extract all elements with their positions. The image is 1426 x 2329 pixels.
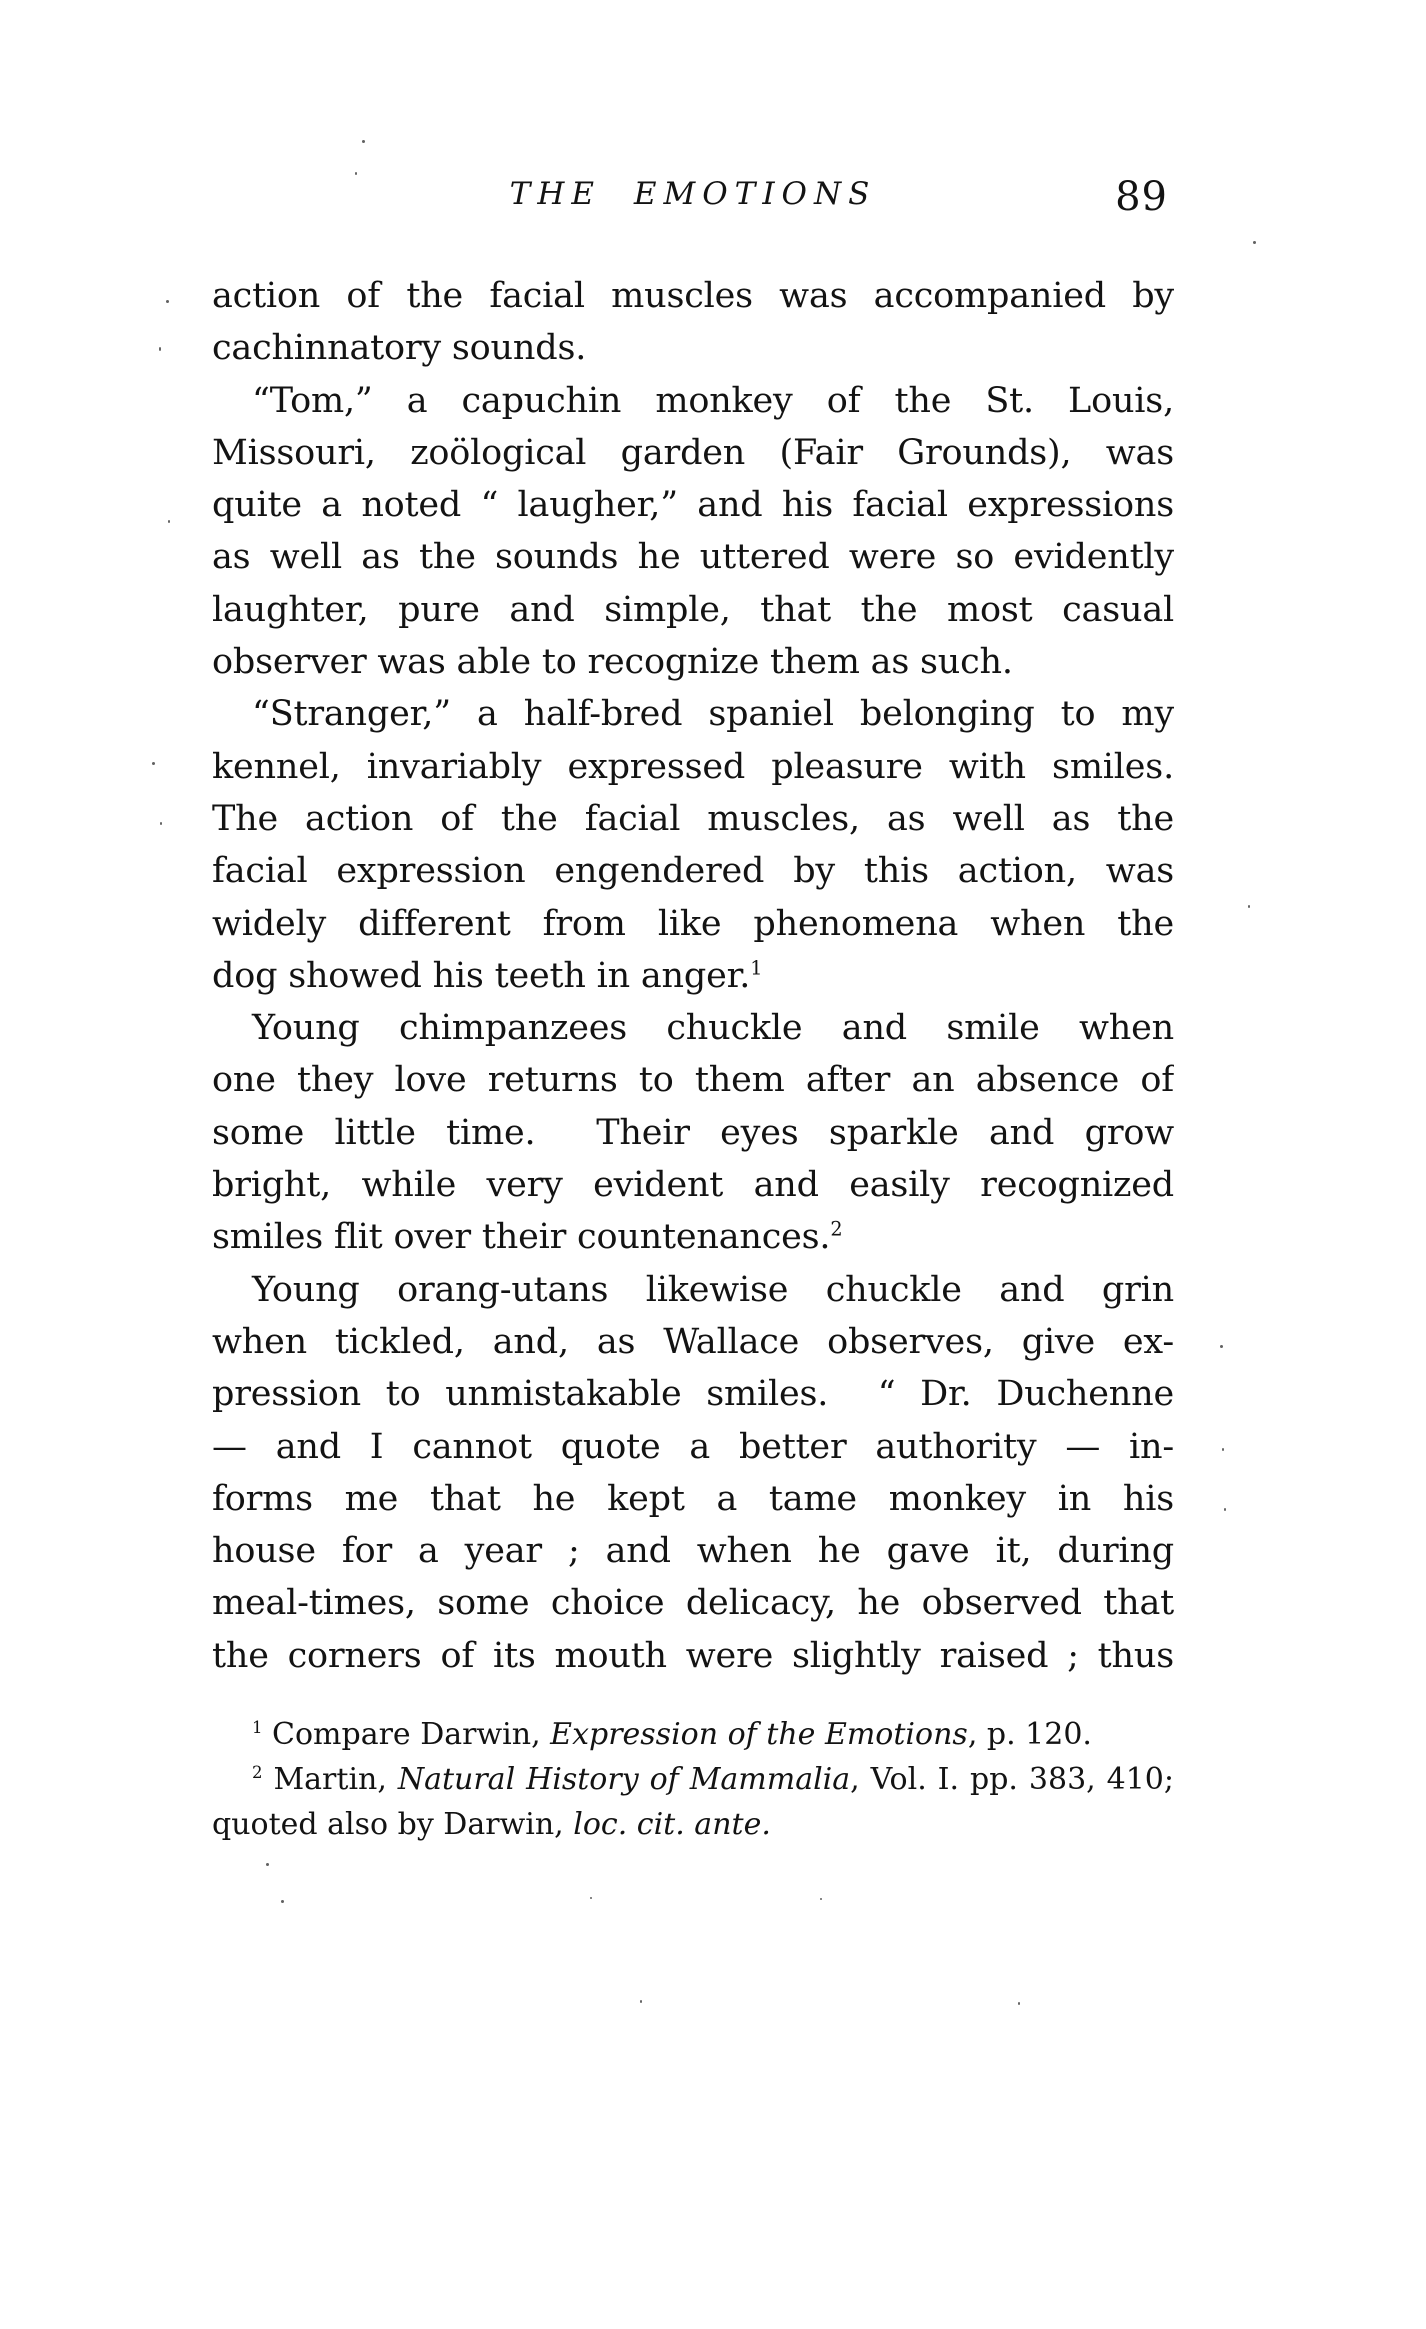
body-line [212,322,1174,374]
text-segment: forms me that he kept a tame monkey in his [212,1478,1174,1519]
running-head [212,176,1174,236]
text-segment: one they love returns to them after an absence of [212,1060,1174,1101]
scan-artifact [168,520,170,523]
text-segment: facial expression engendered by this action, was [212,851,1174,892]
scan-artifact [1224,1508,1226,1511]
scan-artifact [281,1900,284,1903]
body-line [212,688,1174,740]
text-segment: some little time. Their eyes sparkle and grow [212,1112,1174,1153]
text-segment: meal-times, some choice delicacy, he observed that [212,1583,1174,1624]
text-segment: — and I cannot quote a better authority — in- [212,1426,1174,1467]
text-segment: widely different from like phenomena when the [212,903,1174,944]
text-segment: The action of the facial muscles, as well as the [212,798,1174,839]
running-title: THE EMOTIONS [509,176,877,212]
body-line [212,1473,1174,1525]
text-segment: kennel, invariably expressed pleasure with smiles. [212,746,1174,787]
text-segment: the corners of its mouth were slightly raised ; thus [212,1635,1174,1676]
text-segment: quite a noted “ laugher,” and his facial expressions [212,485,1174,526]
body-line [212,1211,1174,1263]
footnote-line [212,1802,1174,1847]
body-line [212,1316,1174,1368]
body-line [212,1054,1174,1106]
text-segment: , p. 120. [967,1717,1092,1752]
body-line [212,1002,1174,1054]
scan-artifact [355,172,357,175]
body-line [212,1525,1174,1577]
scan-artifact [160,822,162,825]
text-segment: laughter, pure and simple, that the most casual [212,589,1174,630]
scan-artifact [166,300,169,303]
text-segment: Young chimpanzees chuckle and smile when [252,1008,1174,1049]
body-line [212,1421,1174,1473]
scan-artifact [152,762,155,765]
text-segment: observer was able to recognize them as such. [212,642,1013,683]
text-segment: quoted also by Darwin, [212,1807,574,1842]
footnote-line [212,1757,1174,1802]
body-line [212,531,1174,583]
body-text [212,270,1174,1682]
text-segment: when tickled, and, as Wallace observes, give ex- [212,1321,1174,1362]
text-segment: “Tom,” a capuchin monkey of the St. Louis, [252,380,1174,421]
text-segment: Missouri, zoölogical garden (Fair Grounds), was [212,432,1174,473]
text-segment: Young orang-utans likewise chuckle and grin [252,1269,1174,1310]
body-line [212,793,1174,845]
body-line [212,1577,1174,1629]
body-line [212,1368,1174,1420]
italic-citation: loc. cit. ante. [573,1807,771,1842]
scan-artifact [640,2000,642,2003]
body-line [212,427,1174,479]
footnote-line [212,1712,1174,1757]
body-line [212,479,1174,531]
text-segment: cachinnatory sounds. [212,328,587,369]
text-segment: dog showed his teeth in anger. [212,955,751,996]
body-line [212,741,1174,793]
scan-artifact [820,1898,822,1900]
text-segment: house for a year ; and when he gave it, during [212,1531,1174,1572]
body-line [212,898,1174,950]
body-line [212,1264,1174,1316]
body-line [212,584,1174,636]
italic-citation: Expression of the Emotions [550,1717,968,1752]
text-segment: Compare Darwin, [262,1717,551,1752]
scan-artifact [1018,2002,1020,2005]
footnote-ref: 2 [830,1217,843,1241]
body-line [212,270,1174,322]
scan-artifact [159,347,161,351]
scan-artifact [1253,241,1256,244]
scan-artifact [590,1897,592,1899]
text-segment: as well as the sounds he uttered were so evidently [212,537,1174,578]
text-segment: “Stranger,” a half-bred spaniel belonging to my [252,694,1174,735]
text-segment: pression to unmistakable smiles. “ Dr. Duchenne [212,1374,1174,1415]
text-segment: bright, while very evident and easily recognized [212,1165,1174,1206]
page-number: 89 [1115,174,1168,220]
body-line [212,950,1174,1002]
text-segment: , Vol. I. pp. 383, 410; [850,1762,1174,1797]
footnote-marker: 1 [252,1718,263,1737]
text-segment: smiles flit over their countenances. [212,1217,831,1258]
body-line [212,636,1174,688]
scan-artifact [362,140,365,143]
scan-artifact [266,1863,269,1866]
footnote-marker: 2 [252,1763,263,1782]
scan-artifact [1248,905,1250,908]
scan-artifact [1222,1448,1224,1451]
scan-artifact [1220,1345,1223,1348]
italic-citation: Natural History of Mammalia [397,1762,851,1797]
text-segment: action of the facial muscles was accompanied by [212,276,1174,316]
body-line [212,375,1174,427]
footnotes [212,1712,1174,1847]
body-line [212,1107,1174,1159]
body-line [212,1630,1174,1682]
body-line [212,1159,1174,1211]
body-line [212,845,1174,897]
footnote-ref: 1 [750,956,763,980]
text-segment: Martin, [262,1762,398,1797]
